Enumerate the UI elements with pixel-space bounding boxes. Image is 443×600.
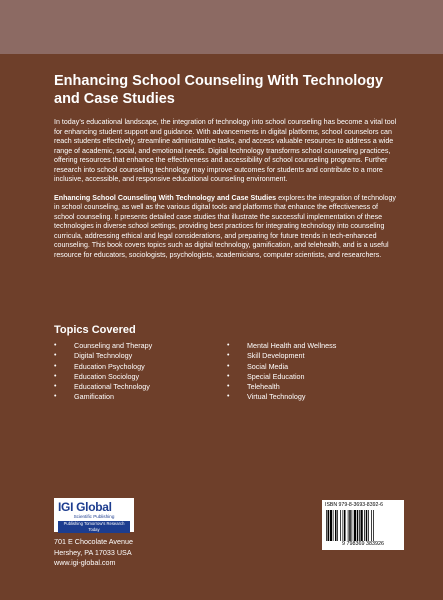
barcode-bars-icon (325, 510, 401, 541)
topic-label: Gamification (74, 392, 114, 402)
topic-label: Education Psychology (74, 361, 145, 371)
topics-columns (54, 341, 400, 403)
bullet-icon: • (54, 372, 57, 380)
bullet-icon: • (54, 342, 57, 349)
topics-heading: Topics Covered (54, 324, 136, 336)
topic-label: Telehealth (247, 382, 280, 392)
book-title: Enhancing School Counseling With Technology and Case Studies (54, 73, 384, 107)
bullet-icon: • (227, 383, 230, 391)
topic-item (54, 371, 230, 382)
address-line-1: 701 E Chocolate Avenue (54, 537, 133, 546)
topic-item (54, 392, 230, 402)
topic-label: Special Education (247, 371, 305, 381)
publisher-address (54, 537, 254, 569)
topic-label: Educational Technology (74, 382, 150, 392)
back-cover-content (54, 72, 400, 269)
topic-item (227, 351, 400, 361)
topic-item (227, 372, 400, 382)
bullet-icon: • (227, 372, 230, 380)
bullet-icon: • (227, 352, 230, 360)
topic-item (54, 382, 230, 392)
topic-label: Education Sociology (74, 371, 140, 381)
logo-tagline: Publishing Tomorrow’s Research Today (58, 521, 130, 533)
topic-label: Virtual Technology (247, 392, 306, 402)
description-book-title: Enhancing School Counseling With Technology and Case Studies (54, 193, 277, 202)
topics-column-right (227, 341, 400, 403)
address-line-2: Hershey, PA 17033 USA (54, 547, 132, 557)
description-text: explores the integration of technology in school counseling, as well as the various digital tools and platforms that enhance the effectiveness of school counseling. It presents detailed case studies that illustrate the successful implementation of these technologies in diverse school settings, providing best practices for integrating technology into counseling curricula, addressing ethical and legal considerations, and preparing for future trends in tech-enhanced counseling. This book covers topics such as digital technology, gamification, and telehealth, and is a useful resource for educators, sociologists, psychologists, academicians, computer scientists, and researchers. (54, 193, 396, 259)
topics-column-left (54, 341, 230, 403)
isbn-label: ISBN 979-8-3693-8392-6 (325, 502, 383, 508)
logo-name: IGI Global (58, 500, 112, 514)
isbn-barcode (322, 500, 404, 550)
bullet-icon: • (227, 342, 230, 349)
topic-label: Digital Technology (74, 351, 133, 361)
topic-item (227, 382, 400, 392)
publisher-block (54, 498, 254, 569)
publisher-logo (54, 498, 134, 532)
bullet-icon: • (227, 362, 230, 370)
topic-item (54, 341, 230, 351)
topic-label: Mental Health and Wellness (247, 341, 337, 350)
topic-item (227, 392, 400, 402)
topics-section (54, 323, 400, 403)
topic-label: Social Media (247, 361, 289, 371)
description-paragraph (54, 194, 400, 261)
topic-label: Counseling and Therapy (74, 341, 153, 350)
bullet-icon: • (54, 352, 57, 360)
topic-label: Skill Development (247, 351, 305, 361)
logo-subtitle: Scientific Publishing (73, 514, 115, 519)
barcode-number: 9 798369 383926 (342, 541, 384, 547)
bullet-icon: • (54, 383, 57, 391)
topic-item (227, 362, 400, 372)
publisher-website-link[interactable]: www.igi-global.com (54, 558, 116, 567)
bullet-icon: • (54, 393, 57, 401)
intro-paragraph: In today’s educational landscape, the integration of technology into school counseling has become a vital tool for enhancing student support and guidance. With advancements in digital platforms, school counselors can reach students effectively, streamline administrative tasks, and access valuable resources to address a wide range of academic, social, and emotional needs. Digital technology transforms school counseling practices, offering resources that enhance the effectiveness and accessibility of school counseling programs. Further research into school counseling technology may improve outcomes for students and contribute to a more inclusive, accessible, and responsive educational counseling environment. (54, 118, 397, 183)
topic-item (54, 361, 230, 372)
topic-item (54, 351, 230, 361)
top-band (0, 0, 443, 54)
topic-item (227, 341, 400, 351)
bullet-icon: • (227, 393, 230, 401)
bullet-icon: • (54, 362, 57, 370)
